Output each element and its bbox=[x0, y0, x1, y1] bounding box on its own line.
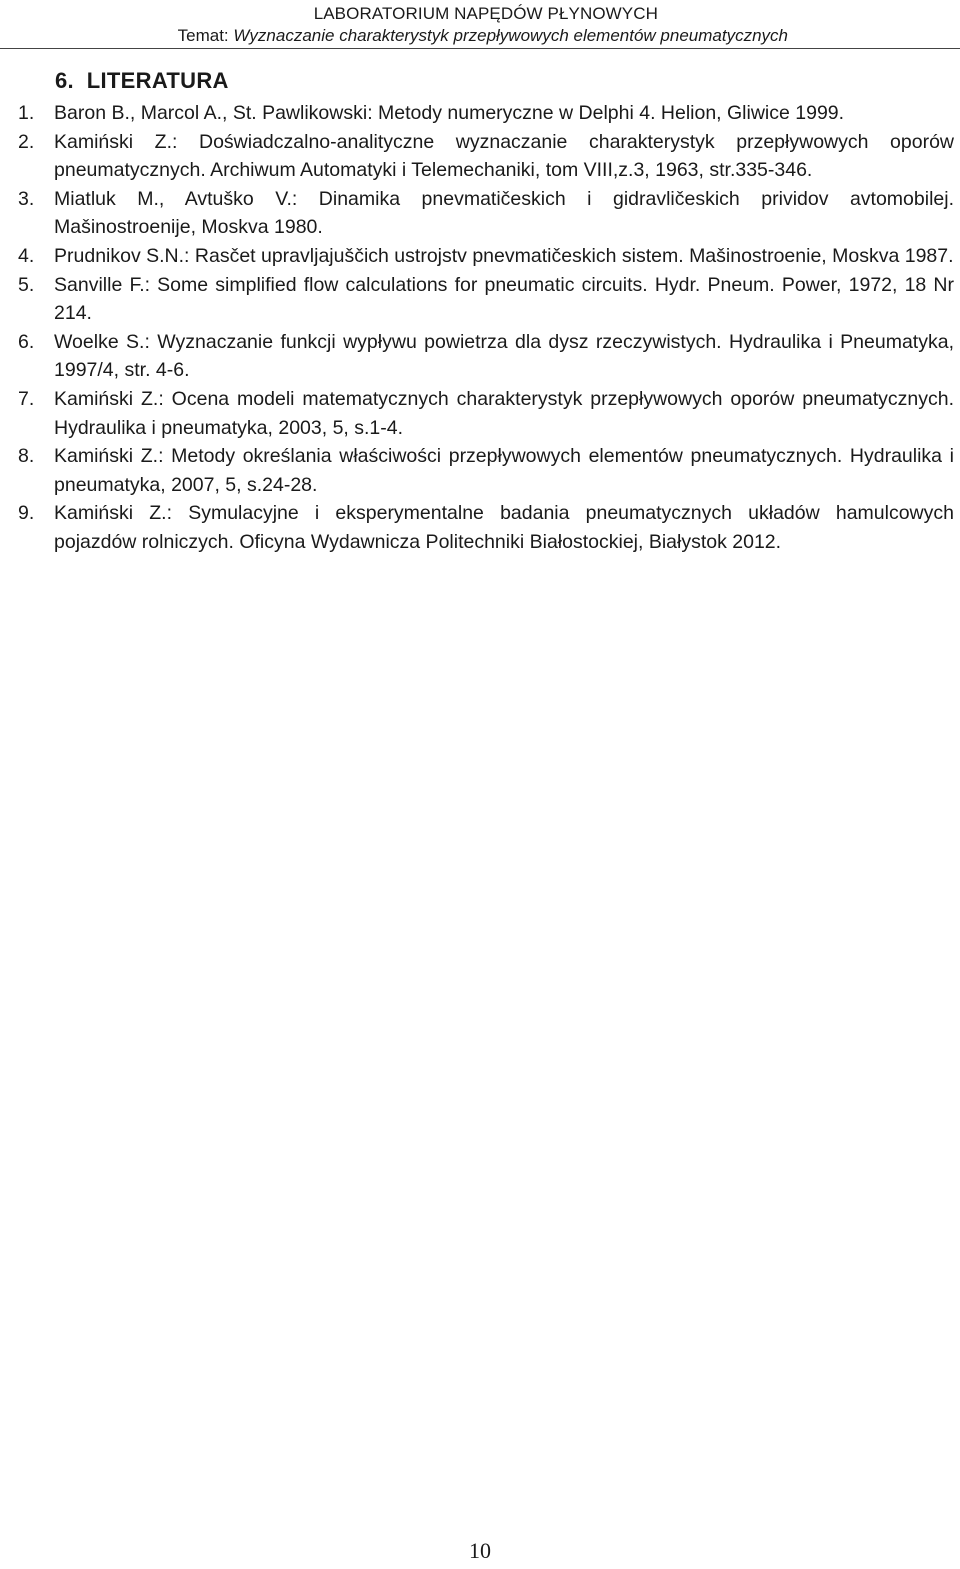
reference-number: 1. bbox=[18, 102, 35, 124]
reference-text: Kamiński Z.: Symulacyjne i eksperymentalne badania pneumatycznych układów hamulcowych pojazdów rolniczych. Oficyna Wydawnicza Politechniki Białostockiej, Białystok 2012. bbox=[54, 502, 954, 553]
reference-text: Kamiński Z.: Doświadczalno-analityczne wyznaczanie charakterystyk przepływowych oporów pneumatycznych. Archiwum Automatyki i Telemechaniki, tom VIII,z.3, 1963, str.335-346. bbox=[54, 130, 954, 182]
reference-number: 6. bbox=[18, 330, 35, 353]
reference-text: Woelke S.: Wyznaczanie funkcji wypływu powietrza dla dysz rzeczywistych. Hydraulika i Pneumatyka, 1997/4, str. 4-6. bbox=[54, 330, 954, 382]
reference-text: Baron B., Marcol A., St. Pawlikowski: Metody numeryczne w Delphi 4. Helion, Gliwice 1999. bbox=[54, 102, 845, 124]
reference-text: Miatluk M., Avtuško V.: Dinamika pnevmatičeskich i gidravličeskich prividov avtomobilej. Mašinostroenije, Moskva 1980. bbox=[54, 187, 954, 239]
section-number: 6. bbox=[55, 68, 74, 93]
page-header bbox=[0, 0, 960, 50]
reference-number: 9. bbox=[18, 502, 35, 525]
section-title: LITERATURA bbox=[86, 68, 229, 93]
reference-item bbox=[16, 242, 954, 271]
reference-number: 3. bbox=[18, 187, 35, 210]
reference-number: 7. bbox=[18, 387, 35, 410]
reference-text: Kamiński Z.: Metody określania właściwości przepływowych elementów pneumatycznych. Hydraulika i pneumatyka, 2007, 5, s.24-28. bbox=[54, 445, 954, 496]
reference-number: 8. bbox=[18, 445, 35, 468]
reference-item bbox=[16, 185, 954, 242]
header-topic bbox=[178, 26, 788, 46]
reference-item bbox=[16, 99, 954, 128]
reference-text: Prudnikov S.N.: Rasčet upravljajuščich ustrojstv pnevmatičeskich sistem. Mašinostroenie, Moskva 1987. bbox=[54, 244, 954, 267]
topic-text: Wyznaczanie charakterystyk przepływowych elementów pneumatycznych bbox=[233, 26, 788, 45]
reference-item bbox=[16, 128, 954, 185]
reference-number: 2. bbox=[18, 130, 35, 153]
reference-list bbox=[16, 99, 954, 557]
reference-item bbox=[16, 271, 954, 328]
reference-text: Kamiński Z.: Ocena modeli matematycznych charakterystyk przepływowych oporów pneumatycznych. Hydraulika i pneumatyka, 2003, 5, s.1-4. bbox=[54, 387, 954, 439]
section-heading bbox=[55, 68, 229, 94]
topic-prefix: Temat: bbox=[177, 26, 234, 45]
reference-item bbox=[16, 385, 954, 442]
reference-item bbox=[16, 442, 954, 499]
reference-item bbox=[16, 328, 954, 385]
reference-item bbox=[16, 499, 954, 556]
reference-number: 4. bbox=[18, 244, 35, 267]
page-number: 10 bbox=[469, 1538, 491, 1563]
reference-number: 5. bbox=[18, 273, 35, 296]
header-divider bbox=[0, 48, 960, 49]
lab-title: LABORATORIUM NAPĘDÓW PŁYNOWYCH bbox=[313, 4, 658, 23]
reference-text: Sanville F.: Some simplified flow calculations for pneumatic circuits. Hydr. Pneum. Power, 1972, 18 Nr 214. bbox=[54, 273, 954, 325]
